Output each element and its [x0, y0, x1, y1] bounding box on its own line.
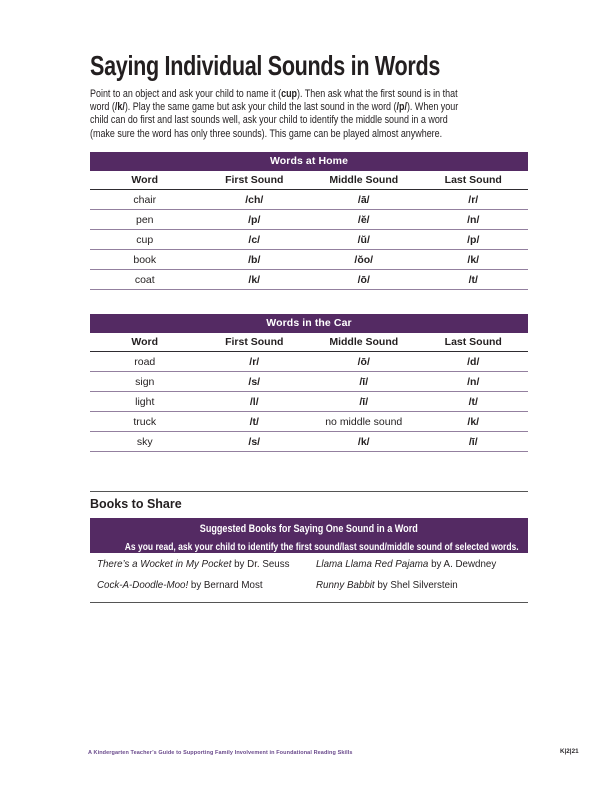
book-author: by Bernard Most	[188, 579, 263, 591]
sound-cell: /s/	[248, 375, 261, 388]
book-author: by Dr. Seuss	[231, 558, 290, 570]
sound-cell: /s/	[248, 435, 261, 448]
divider-line	[90, 491, 528, 492]
book-item	[97, 558, 301, 571]
word-cell: chair	[133, 193, 157, 206]
sound-cell: /ī/	[359, 375, 369, 388]
sound-cell: /k/	[248, 273, 261, 286]
sound-cell: no middle sound	[325, 415, 403, 428]
word-cell: cup	[136, 233, 154, 246]
word-cell: light	[135, 395, 155, 408]
book-item	[316, 558, 513, 571]
banner-subtitle: As you read, ask your child to identify the first sound/last sound/middle sound of selected words.	[124, 542, 519, 553]
sound-cell: /p/	[248, 213, 261, 226]
table-row	[90, 352, 528, 372]
sound-cell: /ŭ/	[357, 233, 370, 246]
word-cell: road	[134, 355, 156, 368]
sound-cell: /c/	[248, 233, 261, 246]
word-cell: pen	[135, 213, 154, 226]
divider-line	[90, 602, 528, 603]
intro-text: word (	[90, 101, 115, 114]
intro-paragraph	[90, 88, 526, 141]
column-header: Last Sound	[444, 336, 502, 348]
sound-cell: /r/	[249, 355, 260, 368]
intro-line	[90, 88, 458, 101]
sound-cell: /k/	[467, 415, 480, 428]
table-row	[90, 372, 528, 392]
intro-bold-text: /k/	[114, 101, 125, 114]
sound-cell: /ch/	[245, 193, 264, 206]
book-author: by Shel Silverstein	[374, 579, 458, 591]
word-cell: sky	[136, 435, 153, 448]
sound-cell: /k/	[467, 253, 480, 266]
table-title-bar: Words at Home	[90, 152, 528, 171]
book-title: There’s a Wocket in My Pocket	[97, 558, 232, 570]
intro-text: Point to an object and ask your child to name it (	[90, 88, 282, 100]
book-item	[97, 579, 301, 592]
table-row	[90, 230, 528, 250]
sound-cell: /ō/	[357, 355, 370, 368]
intro-line	[90, 101, 458, 114]
page-number: K|2|21	[560, 748, 579, 755]
sound-cell: /ī/	[359, 395, 369, 408]
book-item	[316, 579, 513, 592]
intro-text: (make sure the word has only three sounds). This game can be played almost anywhere.	[90, 127, 443, 140]
table-words-in-the-car	[90, 314, 528, 452]
table-row	[90, 250, 528, 270]
book-title: Llama Llama Red Pajama	[316, 558, 429, 570]
sound-cell: /t/	[468, 395, 478, 408]
books-to-share-heading: Books to Share	[90, 497, 182, 511]
sound-cell: /n/	[467, 375, 480, 388]
intro-bold-text: /p/	[396, 101, 407, 114]
word-cell: sign	[135, 375, 155, 388]
book-author: by A. Dewdney	[428, 558, 497, 570]
intro-bold-text: cup	[281, 88, 298, 100]
banner-title: Suggested Books for Saying One Sound in a Word	[199, 523, 419, 535]
sound-cell: /p/	[467, 233, 480, 246]
books-list	[97, 558, 528, 592]
sound-cell: /ĕ/	[357, 213, 370, 226]
books-banner	[90, 518, 528, 553]
intro-line	[90, 114, 458, 127]
column-header: Word	[131, 336, 159, 348]
table-title-bar: Words in the Car	[90, 314, 528, 333]
column-header: Word	[131, 174, 159, 186]
intro-line	[90, 128, 458, 141]
column-header: Last Sound	[444, 174, 502, 186]
table-header-row	[90, 171, 528, 190]
intro-text: ). When your	[406, 101, 459, 114]
sound-cell: /t/	[249, 415, 259, 428]
table-row	[90, 392, 528, 412]
table-row	[90, 270, 528, 290]
word-cell: book	[133, 253, 157, 266]
table-row	[90, 210, 528, 230]
sound-cell: /ā/	[357, 193, 370, 206]
sound-cell: /r/	[468, 193, 479, 206]
table-row	[90, 412, 528, 432]
intro-text: ). Play the same game but ask your child the last sound in the word (	[124, 101, 397, 114]
column-header: Middle Sound	[329, 174, 399, 186]
table-words-at-home	[90, 152, 528, 290]
footer-guide-title: A Kindergarten Teacher’s Guide to Supporting Family Involvement in Foundational Reading Skills	[88, 750, 353, 756]
sound-cell: /l/	[249, 395, 259, 408]
table-row	[90, 432, 528, 452]
sound-cell: /ō/	[357, 273, 370, 286]
intro-text: ). Then ask what the first sound is in that	[297, 88, 458, 100]
page-title: Saying Individual Sounds in Words	[90, 50, 441, 81]
table-header-row	[90, 333, 528, 352]
book-title: Cock-A-Doodle-Moo!	[97, 579, 189, 591]
word-cell: coat	[134, 273, 155, 286]
sound-cell: /b/	[248, 253, 261, 266]
sound-cell: /k/	[357, 435, 370, 448]
sound-cell: /d/	[467, 355, 480, 368]
column-header: First Sound	[225, 336, 284, 348]
book-title: Runny Babbit	[316, 579, 375, 591]
sound-cell: /ī/	[468, 435, 478, 448]
column-header: Middle Sound	[329, 336, 399, 348]
intro-text: child can do first and last sounds well, ask your child to identify the middle sound in a word	[90, 114, 448, 127]
column-header: First Sound	[225, 174, 284, 186]
sound-cell: /ŏo/	[354, 253, 374, 266]
sound-cell: /n/	[467, 213, 480, 226]
word-cell: truck	[133, 415, 157, 428]
sound-cell: /t/	[468, 273, 478, 286]
table-row	[90, 190, 528, 210]
